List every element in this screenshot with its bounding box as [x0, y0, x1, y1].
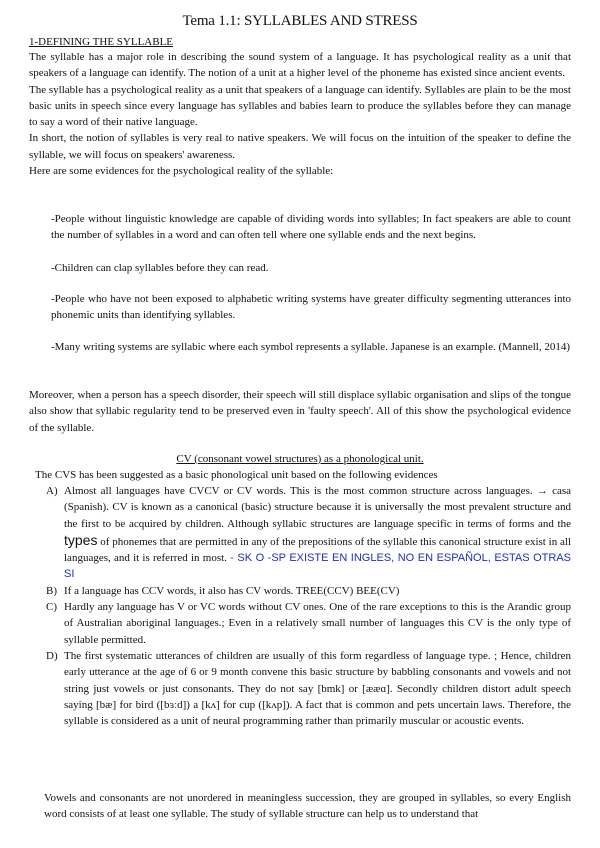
- paragraph: The syllable has a major role in describing the sound system of a language. It has psychological reality as a unit that speakers of a language can identify. The notion of a unit at a higher level of the phoneme has existed since ancient events.: [29, 51, 571, 80]
- evidence-text: -People without linguistic knowledge are capable of dividing words into syllables; In fact speakers are able to count the number of syllables in a word and can often tell where one syllable ends and the next begins.: [51, 213, 571, 242]
- list-item: [40, 483, 571, 583]
- list-marker: D): [46, 649, 58, 662]
- evidence-item: [51, 339, 571, 355]
- handwritten-note: - SK O -SP EXISTE EN INGLES, NO EN ESPAÑOL, ESTAS OTRAS SI: [64, 552, 571, 581]
- item-text: If a language has CCV words, it also has CV words. TREE(CCV) BEE(CV): [64, 584, 400, 597]
- intro-paragraphs: [29, 49, 571, 179]
- cv-section-heading: CV (consonant vowel structures) as a phonological unit.: [176, 453, 424, 465]
- paragraph: In short, the notion of syllables is very real to native speakers. We will focus on the intuition of the speaker to define the syllable, we will focus on speakers' awareness.: [29, 132, 571, 161]
- evidence-text: -People who have not been exposed to alphabetic writing systems have greater difficulty segmenting utterances into phonemic units than identifying syllables.: [51, 293, 571, 322]
- list-marker: A): [46, 485, 58, 497]
- closing-paragraph: Vowels and consonants are not unordered in meaningless succession, they are grouped in syllables, so every English word consists of at least one syllable. The study of syllable structure can help us to understand that: [44, 792, 571, 821]
- evidence-text: -Children can clap syllables before they can read.: [51, 262, 269, 274]
- moreover-paragraph: Moreover, when a person has a speech disorder, their speech will still displace syllabic organisation and slips of the tongue also show that syllabic regularity tend to be preserved even in 'faulty speech'. All of this show the psychological evidence of the syllable.: [29, 389, 571, 434]
- list-item: [40, 583, 571, 599]
- cv-evidence-list: [40, 483, 571, 729]
- evidence-item: [51, 291, 571, 324]
- paragraph: Here are some evidences for the psychological reality of the syllable:: [29, 165, 334, 178]
- list-marker: C): [46, 601, 57, 614]
- item-text: of phonemes that are permitted in any of the prepositions of the syllable this canonical structure exist in all languages, and it is referred in most.: [64, 535, 571, 565]
- item-text: Almost all languages have CVCV or CV words. This is the most common structure across languages. → casa (Spanish). CV is known as a canonical (basic) structure because it is universally the most prevalent structure and the first to be acquired by children. Although syllabic structures are language specific in terms of forms and the: [64, 485, 571, 530]
- item-text: Hardly any language has V or VC words without CV ones. One of the rare exceptions to this is the Arandic group of Australian aboriginal languages.; Even in a relatively small number of languages this CV is the only type of syllable permitted.: [64, 601, 571, 646]
- evidence-item: [51, 211, 571, 244]
- list-marker: B): [46, 584, 57, 597]
- item-text: The first systematic utterances of children are usually of this form regardless of language type. ; Hence, children early utterance at the age of 6 or 9 month convene this basic structure by babbling consonants and vowels and not string just vowels or just consonants. They do not say [bmk] or [ææɑ]. Secondly children distort adult speech saying [bæ] for bird ([bɜːd]) a [kʌ] for cup ([kʌp]). A fact that is common and pets uncertain laws. Therefore, the syllable is considered as a unit of neural programming rather than primarily muscular or acoustic events.: [64, 649, 571, 728]
- emphasized-word: types: [64, 531, 98, 548]
- evidence-text: -Many writing systems are syllabic where each symbol represents a syllable. Japanese is an example. (Mannell, 2014): [51, 341, 570, 353]
- paragraph: The syllable has a psychological reality as a unit that speakers of a language can identify. Syllables are plain to be the most basic units in speech since every language has syllables and babies learn to produce the syllables before they can manage to say a word of their native language.: [29, 83, 571, 129]
- evidence-item: [51, 260, 571, 276]
- cv-intro: The CVS has been suggested as a basic phonological unit based on the following evidences: [35, 469, 438, 481]
- section-heading-defining-syllable: 1-DEFINING THE SYLLABLE: [29, 36, 174, 48]
- page-title: Tema 1.1: SYLLABLES AND STRESS: [182, 13, 418, 29]
- list-item: [40, 599, 571, 648]
- list-item: [40, 648, 571, 729]
